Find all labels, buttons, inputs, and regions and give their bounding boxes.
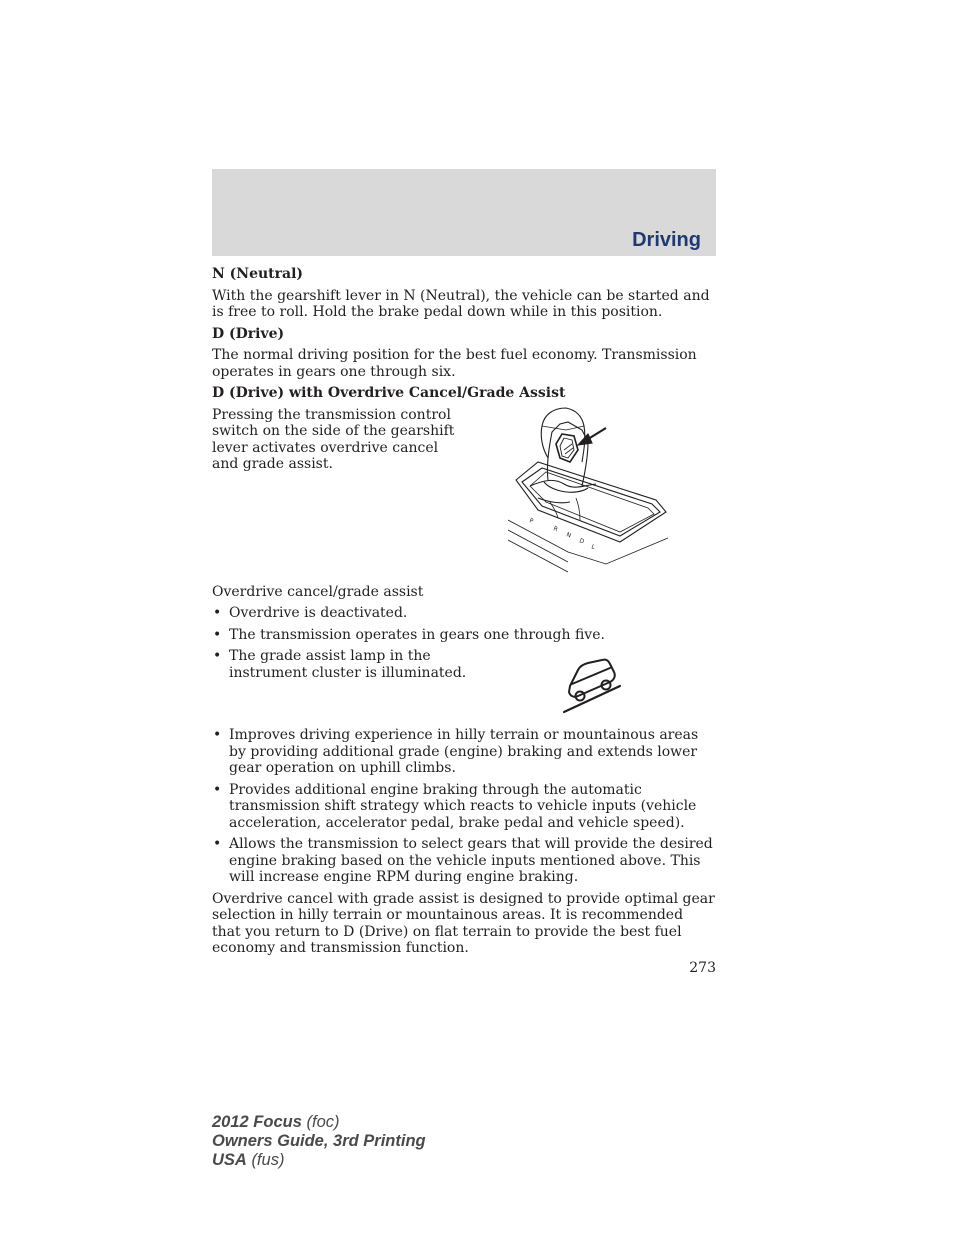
footer-guide: Owners Guide, 3rd Printing — [212, 1132, 426, 1150]
grade-assist-bullet-list — [212, 727, 716, 886]
gear-label-p: P — [528, 517, 535, 526]
drive-heading: D (Drive) — [212, 325, 285, 342]
grade-assist-lamp-icon — [560, 658, 622, 714]
list-item: • Improves driving experience in hilly terrain or mountainous areas by providing additional grade (engine) braking and extends lower gear operation on uphill climbs. — [212, 727, 716, 777]
list-item: • Allows the transmission to select gears that will provide the desired engine braking based on the vehicle inputs mentioned above. This will increase engine RPM during engine braking. — [212, 836, 716, 886]
footer-region: USA — [212, 1151, 247, 1169]
footer-model-line — [212, 1113, 426, 1132]
list-item: • Overdrive is deactivated. — [212, 605, 716, 622]
list-item: • Provides additional engine braking through the automatic transmission shift strategy which reacts to vehicle inputs (vehicle acceleration, accelerator pedal, brake pedal and vehicle speed). — [212, 782, 716, 832]
footer-model-code: (foc) — [306, 1113, 340, 1131]
closing-paragraph: Overdrive cancel with grade assist is designed to provide optimal gear selection in hilly terrain or mountainous areas. It is recommended that you return to D (Drive) on flat terrain to provide the best fuel economy and transmission function. — [212, 890, 715, 956]
drive-paragraph: The normal driving position for the best fuel economy. Transmission operates in gears one through six. — [212, 347, 697, 380]
neutral-heading: N (Neutral) — [212, 266, 304, 282]
gear-label-l: L — [590, 543, 596, 552]
footer — [212, 1113, 426, 1170]
gear-label-r: R — [552, 525, 559, 534]
page-number: 273 — [689, 960, 716, 976]
list-item: • The transmission operates in gears one through five. — [212, 627, 716, 644]
footer-model: 2012 Focus — [212, 1113, 302, 1131]
figure-caption: Overdrive cancel/grade assist — [212, 583, 424, 600]
gear-label-n: N — [565, 531, 572, 540]
footer-region-line — [212, 1151, 426, 1170]
page-content — [212, 266, 716, 962]
list-item: • The grade assist lamp in the instrument cluster is illuminated. — [212, 648, 469, 722]
section-title: Driving — [632, 229, 701, 251]
footer-region-code: (fus) — [251, 1151, 285, 1169]
overdrive-bullet-list — [212, 605, 716, 722]
neutral-paragraph: With the gearshift lever in N (Neutral), the vehicle can be started and is free to roll. Hold the brake pedal down while in this position. — [212, 287, 710, 320]
gear-label-d: D — [578, 537, 586, 546]
gearshift-illustration — [508, 402, 672, 574]
overdrive-heading: D (Drive) with Overdrive Cancel/Grade Assist — [212, 385, 566, 401]
section-header — [212, 169, 716, 256]
overdrive-paragraph: Pressing the transmission control switch on the side of the gearshift lever activates overdrive cancel and grade assist. — [212, 406, 455, 472]
footer-guide-line — [212, 1132, 426, 1151]
